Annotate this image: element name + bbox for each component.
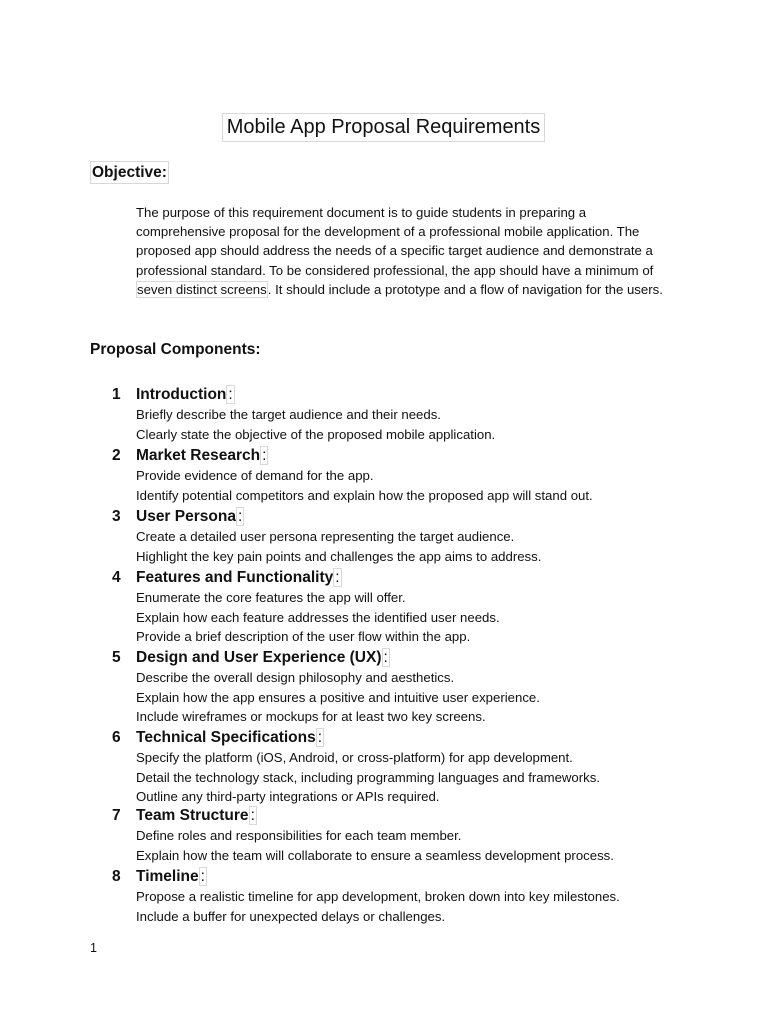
section-line: Provide a brief description of the user flow within the app. (136, 629, 471, 644)
section-line: Specify the platform (iOS, Android, or cross-platform) for app development. (136, 750, 573, 765)
section-features-and-functionality (112, 567, 672, 647)
proposal-components-heading: Proposal Components: (90, 341, 261, 358)
section-line: Identify potential competitors and explain how the proposed app will stand out. (136, 487, 593, 503)
section-header (112, 567, 672, 588)
section-line: Provide evidence of demand for the app. (136, 468, 374, 483)
section-title: Team Structure (136, 807, 249, 824)
section-line: Enumerate the core features the app will offer. (136, 590, 406, 605)
section-line: Create a detailed user persona representing the target audience. (136, 529, 515, 544)
section-header (112, 384, 672, 405)
section-colon: : (383, 649, 388, 666)
section-number: 8 (112, 868, 121, 885)
objective-text-part-2: . It should include a prototype and a flow of navigation for the users. (267, 281, 663, 297)
section-line: Outline any third-party integrations or APIs required. (136, 789, 440, 804)
section-team-structure (112, 805, 672, 865)
section-introduction (112, 384, 672, 444)
section-user-persona (112, 506, 672, 566)
section-line: Include a buffer for unexpected delays or challenges. (136, 908, 446, 924)
section-technical-specifications (112, 727, 672, 807)
section-title: Introduction (136, 386, 227, 403)
section-line: Define roles and responsibilities for each team member. (136, 828, 462, 843)
document-title: Mobile App Proposal Requirements (222, 113, 545, 142)
section-colon: : (262, 447, 267, 464)
section-line: Include wireframes or mockups for at least two key screens. (136, 709, 486, 724)
section-colon: : (317, 729, 323, 746)
section-line: Detail the technology stack, including programming languages and frameworks. (136, 769, 601, 785)
section-title: User Persona (136, 508, 236, 525)
page-number: 1 (90, 941, 97, 955)
section-title: Features and Functionality (136, 569, 334, 586)
section-number: 2 (112, 447, 121, 464)
section-line: Describe the overall design philosophy and aesthetics. (136, 670, 455, 685)
section-colon: : (250, 807, 255, 824)
section-header (112, 805, 672, 826)
section-line: Briefly describe the target audience and their needs. (136, 407, 441, 422)
section-title: Timeline (136, 868, 199, 885)
objective-text-highlight: seven distinct screens (137, 281, 267, 297)
section-line: Explain how the team will collaborate to ensure a seamless development process. (136, 847, 614, 863)
section-title: Market Research (136, 447, 261, 464)
objective-text-part-1: The purpose of this requirement document is to guide students in preparing a comprehensive proposal for the development of a professional mobile application. The proposed app should address the needs of a specific target audience and demonstrate a professional standard. To be considered professional, the app should have a minimum of (136, 205, 654, 278)
section-header (112, 727, 672, 748)
section-line: Explain how each feature addresses the identified user needs. (136, 609, 500, 625)
section-colon: : (228, 386, 233, 403)
section-colon: : (200, 868, 205, 885)
section-title: Design and User Experience (UX) (136, 649, 382, 666)
section-market-research (112, 445, 672, 505)
section-title: Technical Specifications (136, 729, 316, 746)
section-number: 6 (112, 729, 121, 746)
section-number: 5 (112, 649, 121, 666)
section-number: 4 (112, 569, 121, 586)
section-number: 1 (112, 386, 121, 403)
section-colon: : (237, 508, 243, 525)
section-line: Clearly state the objective of the proposed mobile application. (136, 426, 496, 442)
objective-heading: Objective: (90, 161, 169, 184)
section-line: Explain how the app ensures a positive and intuitive user experience. (136, 689, 540, 705)
section-header (112, 866, 672, 887)
section-colon: : (335, 569, 340, 586)
section-header (112, 445, 672, 466)
section-header (112, 647, 672, 668)
section-line: Propose a realistic timeline for app development, broken down into key milestones. (136, 889, 620, 904)
section-header (112, 506, 672, 527)
section-number: 7 (112, 807, 121, 824)
objective-paragraph (136, 203, 676, 299)
section-number: 3 (112, 508, 121, 525)
section-design-and-ux (112, 647, 672, 727)
section-timeline (112, 866, 672, 926)
section-line: Highlight the key pain points and challenges the app aims to address. (136, 548, 542, 564)
